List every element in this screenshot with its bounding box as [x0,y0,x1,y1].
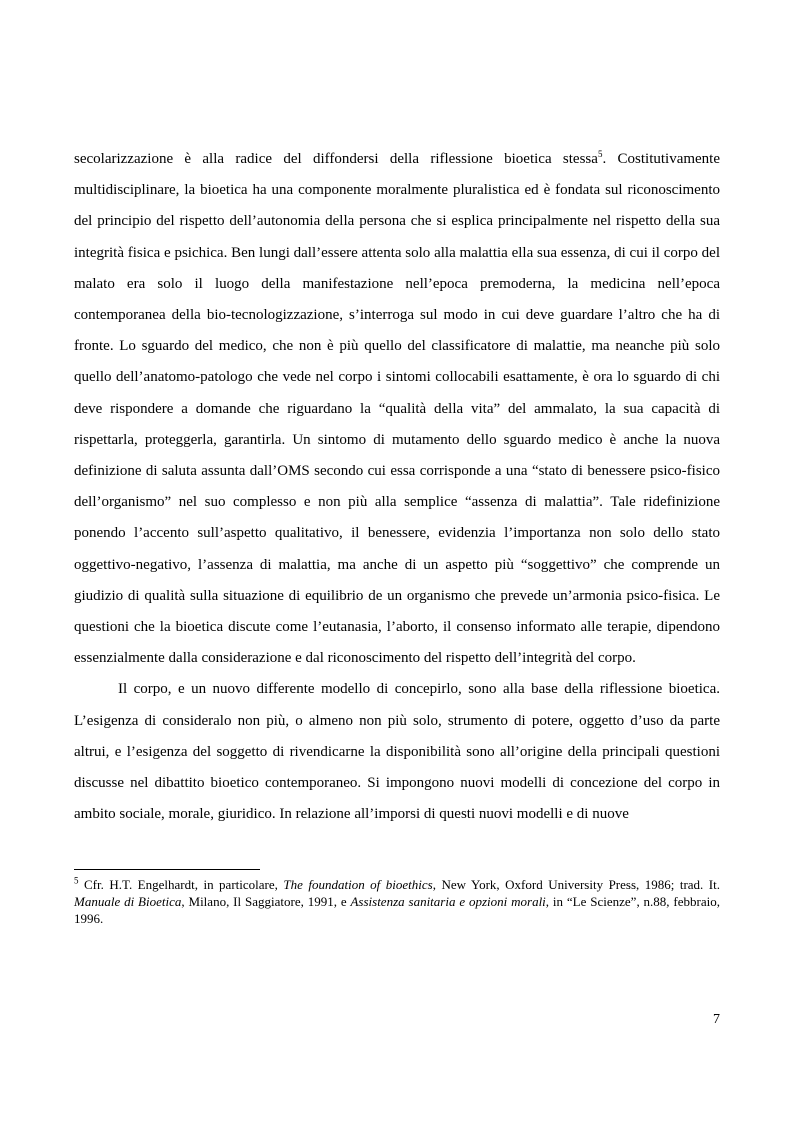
footnote-reference[interactable]: 5 [597,149,603,159]
footnote-text-2: , New York, Oxford University Press, 1986; trad. It. [432,877,720,892]
footnote-separator [74,869,260,870]
footnote-title-3: Assistenza sanitaria e opzioni morali [350,894,546,909]
footnote-text-4: , in “Le Scienze”, n.88, febbraio, 1996. [74,894,720,926]
footnote-text-3: , Milano, Il Saggiatore, 1991, e [181,894,351,909]
footnote-5 [74,876,720,927]
paragraph-2: Il corpo, e un nuovo differente modello di concepirlo, sono alla base della riflessione bioetica. L’esigenza di consideralo non più, o almeno non più solo, strumento di potere, oggetto d’uso da parte altrui, e l’esigenza del soggetto di rivendicarne la disponibilità sono all’origine della principali questioni discusse nel dibattito bioetico contemporaneo. Si impongono nuovi modelli di concezione del corpo in ambito sociale, morale, giuridico. In relazione all’imporsi di questi nuovi modelli e di nuove [74,681,720,823]
footnote-title-1: The foundation of bioethics [283,877,433,892]
footnote-number: 5 [74,875,79,886]
footnote-text-1: Cfr. H.T. Engelhardt, in particolare, [78,877,284,892]
paragraph-1-start: secolarizzazione è alla radice del diffondersi della riflessione bioetica stessa [74,151,598,167]
footnote-title-2: Manuale di Bioetica [74,894,182,909]
page-number: 7 [713,1012,720,1027]
main-text [74,144,720,830]
paragraph-1 [74,144,720,674]
paragraph-1-rest: . Costitutivamente multidisciplinare, la bioetica ha una componente moralmente pluralistica ed è fondata sul riconoscimento del principio del rispetto dell’autonomia della persona che si esplica principalmente nel rispetto della sua integrità fisica e psichica. Ben lungi dall’essere attenta solo alla malattia ella sua essenza, di cui il corpo del malato era solo il luogo della manifestazione nell’epoca premoderna, la medicina nell’epoca contemporanea della bio-tecnologizzazione, s’interroga sul modo in cui deve guardare l’altro che ha di fronte. Lo sguardo del medico, che non è più quello del classificatore di malattie, ma neanche più solo quello dell’anatomo-patologo che vede nel corpo i sintomi collocabili esattamente, è ora lo sguardo di chi deve rispondere a domande che riguardano la “qualità della vita” del ammalato, la sua capacità di rispettarla, proteggerla, garantirla. Un sintomo di mutamento dello sguardo medico è anche la nuova definizione di saluta assunta dall’OMS secondo cui essa corrisponde a una “stato di benessere psico-fisico dell’organismo” nel suo complesso e non più alla semplice “assenza di malattia”. Tale ridefinizione ponendo l’accento sull’aspetto qualitativo, il benessere, evidenzia l’importanza non solo dello stato oggettivo-negativo, l’assenza di malattia, ma anche di un aspetto più “soggettivo” che comprende un giudizio di qualità sulla situazione di equilibrio de un organismo che prevede un’armonia psico-fisica. Le questioni che la bioetica discute come l’eutanasia, l’aborto, il consenso informato alle terapie, dipendono essenzialmente dalla considerazione e dal riconoscimento del rispetto dell’integrità del corpo. [74,151,720,667]
